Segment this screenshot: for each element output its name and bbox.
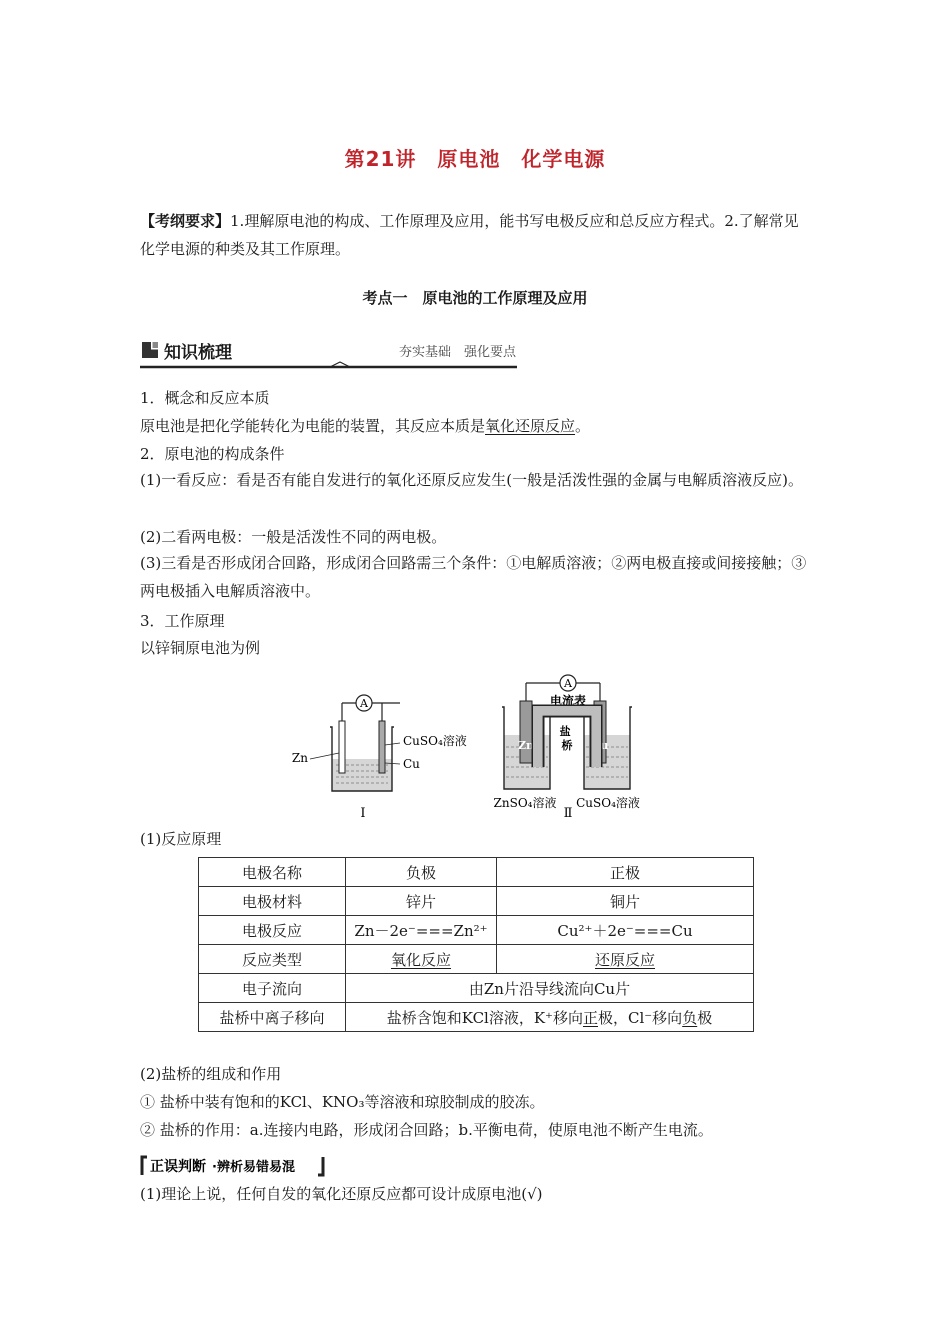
table-cell: 盐桥中离子移向 — [199, 1003, 346, 1032]
table-cell: 电极材料 — [199, 887, 346, 916]
cuso4-solution-label: CuSO₄溶液 — [403, 734, 467, 748]
table-row — [199, 858, 754, 887]
heading-3: 3．工作原理 — [140, 612, 225, 630]
zn-electrode-label: Zn — [291, 751, 308, 765]
answer-underline: 氧化还原反应 — [485, 417, 576, 435]
salt-bridge-text: 盐 — [559, 725, 571, 738]
cell-one-diagram — [292, 695, 467, 821]
meter-label: 电流表 — [549, 694, 587, 708]
condition-3: (3)三看是否形成闭合回路，形成闭合回路需三个条件：①电解质溶液；②两电极直接或间接接触；③两电极插入电解质溶液中。 — [140, 554, 807, 600]
judge-item-1: (1)理论上说，任何自发的氧化还原反应都可设计成原电池(√) — [140, 1185, 543, 1203]
ammeter-label: A — [564, 677, 572, 690]
table-cell: 铜片 — [497, 887, 754, 916]
table-row — [199, 945, 754, 974]
salt-bridge-heading: (2)盐桥的组成和作用 — [140, 1065, 282, 1083]
condition-2: (2)二看两电极：一般是活泼性不同的两电极。 — [140, 528, 447, 546]
heading-1: 1．概念和反应本质 — [140, 389, 270, 407]
page-title: 第21讲 原电池 化学电源 — [344, 147, 606, 171]
section-square-icon — [142, 342, 158, 358]
section-title: 考点一 原电池的工作原理及应用 — [362, 289, 588, 307]
table-cell — [346, 1003, 754, 1032]
judge-label: 正误判断 — [150, 1159, 206, 1175]
table-cell — [497, 945, 754, 974]
requirements-label: 【考纲要求】 — [140, 212, 231, 230]
judge-header — [140, 1155, 340, 1181]
salt-text: 极 — [697, 1008, 713, 1027]
salt-text: 极，Cl⁻移向 — [597, 1008, 683, 1027]
paragraph-1-end: 。 — [575, 417, 591, 435]
reaction-principle-heading: (1)反应原理 — [140, 830, 222, 848]
table-cell: 电极反应 — [199, 916, 346, 945]
ammeter-label: A — [360, 697, 368, 710]
cu-electrode-label: Cu — [403, 757, 420, 771]
figure-caption-one: I — [360, 806, 366, 821]
table-row — [199, 916, 754, 945]
galvanic-cell-figure — [291, 671, 660, 831]
table-row — [199, 1003, 754, 1032]
answer-underline: 氧化反应 — [390, 950, 451, 969]
zn-electrode-label: Zn — [517, 739, 535, 752]
cuso4-solution-label: CuSO₄溶液 — [576, 796, 640, 810]
table-cell: 负极 — [346, 858, 497, 887]
salt-bridge-text-2: 桥 — [561, 739, 573, 752]
heading-2: 2．原电池的构成条件 — [140, 445, 285, 463]
requirements-text: 1.理解原电池的构成、工作原理及应用，能书写电极反应和总反应方程式。2.了解常见化学电源的种类及其工作原理。 — [140, 212, 799, 258]
salt-bridge-point-1: ① 盐桥中装有饱和的KCl、KNO₃等溶液和琼胶制成的胶冻。 — [140, 1093, 545, 1111]
requirements-paragraph — [140, 207, 812, 263]
table-cell: 电极名称 — [199, 858, 346, 887]
table-cell: 正极 — [497, 858, 754, 887]
paragraph-1-text: 原电池是把化学能转化为电能的装置，其反应本质是 — [140, 417, 486, 435]
figure-caption-two: Ⅱ — [563, 806, 573, 821]
judge-bracket-icon — [140, 1155, 340, 1177]
judge-subtitle: ·辨析易错易混 — [212, 1160, 295, 1175]
section-header-rule — [140, 360, 520, 370]
section-header — [140, 338, 520, 370]
salt-bridge-label — [560, 724, 575, 752]
table-cell: 反应类型 — [199, 945, 346, 974]
answer-underline: 负 — [682, 1008, 698, 1027]
table-cell: 由Zn片沿导线流向Cu片 — [346, 974, 754, 1003]
table-cell: Zn－2e⁻===Zn²⁺ — [346, 916, 497, 945]
table-row — [199, 974, 754, 1003]
salt-bridge-point-2: ② 盐桥的作用：a.连接内电路，形成闭合回路；b.平衡电荷，使原电池不断产生电流。 — [140, 1121, 713, 1139]
table-cell: 电子流向 — [199, 974, 346, 1003]
condition-1: (1)一看反应：看是否有能自发进行的氧化还原反应发生(一般是活泼性强的金属与电解质溶液反应)。 — [140, 471, 803, 489]
table-cell — [346, 945, 497, 974]
example-text: 以锌铜原电池为例 — [140, 639, 261, 657]
section-header-subtitle: 夯实基础 强化要点 — [398, 345, 516, 360]
cell-two-diagram — [494, 675, 640, 821]
paragraph-1 — [140, 416, 590, 436]
answer-underline: 正 — [582, 1008, 598, 1027]
znso4-solution-label: ZnSO₄溶液 — [493, 796, 557, 810]
table-cell: Cu²⁺＋2e⁻===Cu — [497, 916, 754, 945]
table-cell: 锌片 — [346, 887, 497, 916]
table-row — [199, 887, 754, 916]
reaction-principle-table — [198, 857, 754, 1032]
salt-text: 盐桥含饱和KCl溶液，K⁺移向 — [386, 1008, 583, 1027]
section-header-name: 知识梳理 — [164, 343, 232, 363]
cu-electrode-label: Cu — [591, 739, 609, 752]
answer-underline: 还原反应 — [594, 950, 655, 969]
